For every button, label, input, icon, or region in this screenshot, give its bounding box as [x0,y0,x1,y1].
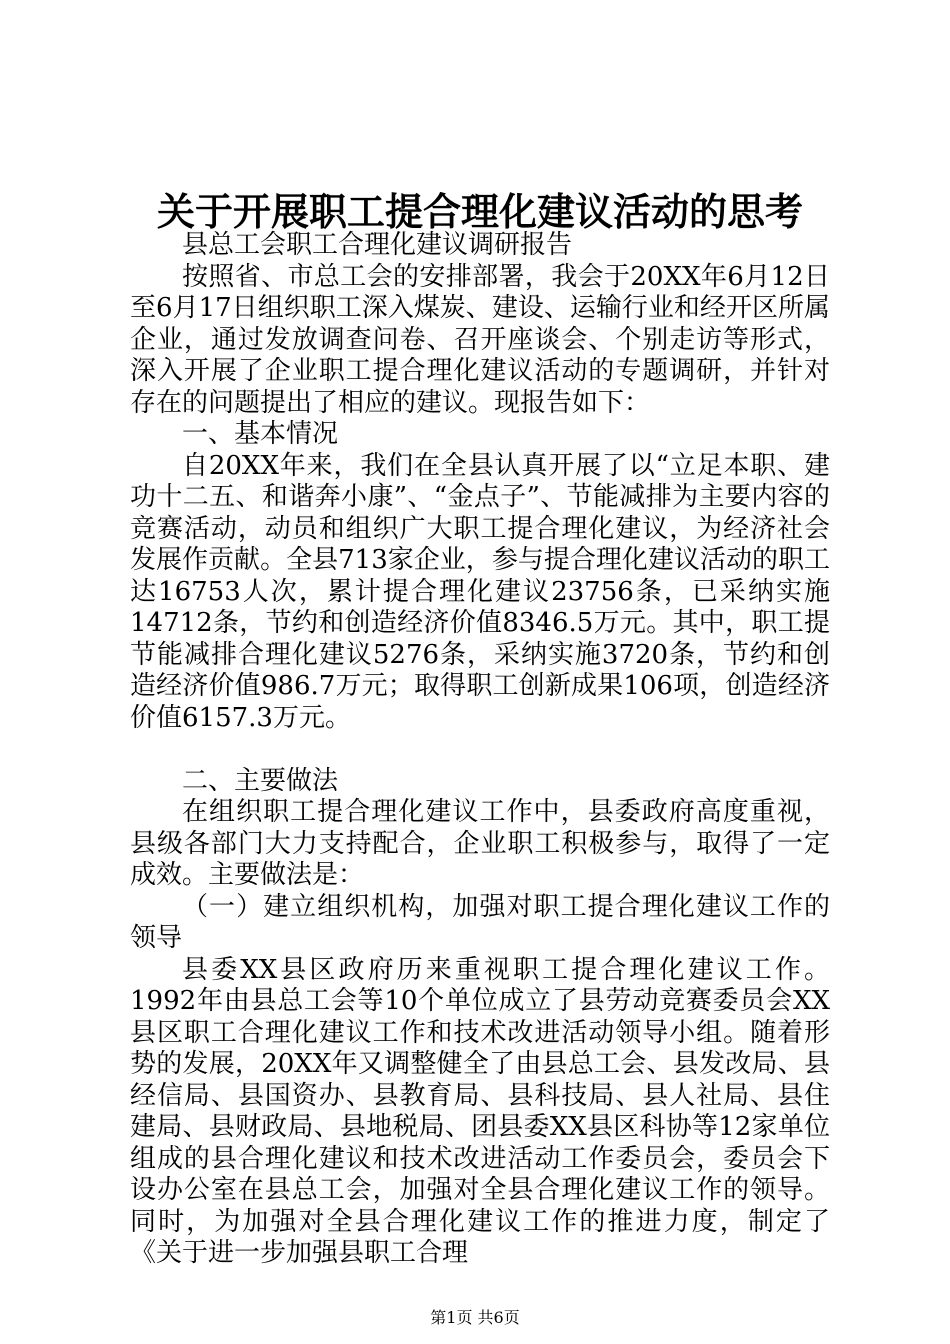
section-heading-basic: 一、基本情况 [182,419,339,449]
document-body [130,230,830,1270]
section-paragraph-methods: 在组织职工提合理化建议工作中，县委政府高度重视，县级各部门大力支持配合，企业职工积极参与，取得了一定成效。主要做法是： [130,797,830,890]
section-heading-methods: 二、主要做法 [182,765,339,796]
document-title: 关于开展职工提合理化建议活动的思考 [156,189,803,234]
document-page [130,0,830,1344]
page-footer: 第1页 共6页 [430,1308,520,1327]
paragraph-gap [130,734,830,766]
intro-paragraph: 按照省、市总工会的安排部署，我会于20XX年6月12日至6月17日组织职工深入煤炭、建设、运输行业和经开区所属企业，通过发放调查问卷、召开座谈会、个别走访等形式，深入开展了企业职工提合理化建议活动的专题调研，并针对存在的问题提出了相应的建议。现报告如下： [130,261,830,418]
subsection-heading-organization: （一）建立组织机构，加强对职工提合理化建议工作的领导 [130,891,830,953]
document-subtitle: 县总工会职工合理化建议调研报告 [182,230,573,260]
subsection-paragraph-organization: 县委XX县区政府历来重视职工提合理化建议工作。1992年由县总工会等10个单位成立了县劳动竞赛委员会XX县区职工合理化建议工作和技术改进活动领导小组。随着形势的发展，20XX年又调整健全了由县总工会、县发改局、县经信局、县国资办、县教育局、县科技局、县人社局、县住建局、县财政局、县地税局、团县委XX县区科协等12家单位组成的县合理化建议和技术改进活动工作委员会，委员会下设办公室在县总工会，加强对全县合理化建议工作的领导。同时，为加强对全县合理化建议工作的推进力度，制定了《关于进一步加强县职工合理 [130,954,830,1268]
section-paragraph-basic: 自20XX年来，我们在全县认真开展了以“立足本职、建功十二五、和谐奔小康”、“金点子”、节能减排为主要内容的竞赛活动，动员和组织广大职工提合理化建议，为经济社会发展作贡献。全县713家企业，参与提合理化建议活动的职工达16753人次，累计提合理化建议23756条，已采纳实施14712条，节约和创造经济价值8346.5万元。其中，职工提节能减排合理化建议5276条，采纳实施3720条，节约和创造经济价值986.7万元；取得职工创新成果106项，创造经济价值6157.3万元。 [130,450,830,733]
